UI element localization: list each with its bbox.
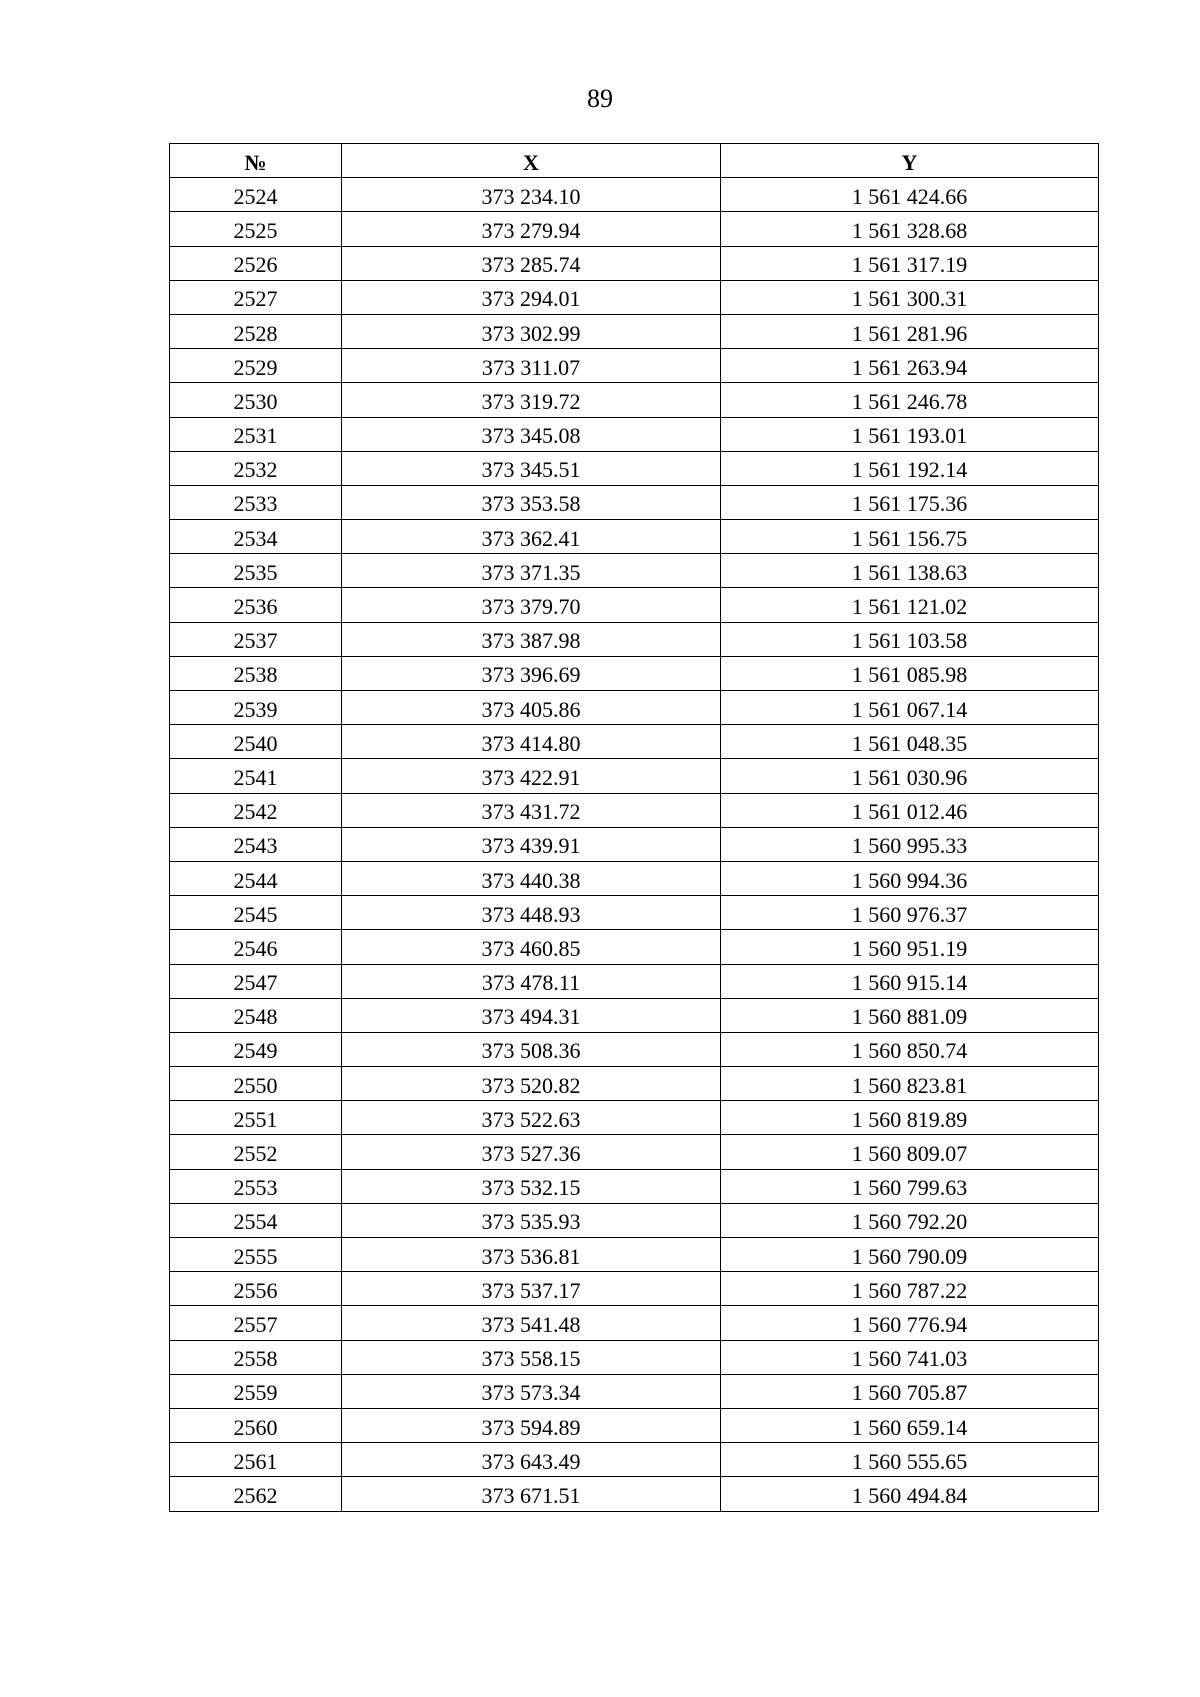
point-number-cell bbox=[170, 554, 342, 588]
table-row bbox=[170, 1408, 1099, 1442]
point-number-cell-value: 2553 bbox=[233, 1175, 278, 1201]
x-coordinate-cell-value: 373 387.98 bbox=[481, 628, 581, 654]
column-header-x bbox=[342, 144, 721, 178]
point-number-cell-value: 2544 bbox=[233, 867, 278, 893]
x-coordinate-cell-value: 373 536.81 bbox=[481, 1243, 581, 1269]
table-row bbox=[170, 964, 1099, 998]
table-row bbox=[170, 930, 1099, 964]
y-coordinate-cell bbox=[721, 417, 1099, 451]
y-coordinate-cell-value: 1 560 705.87 bbox=[851, 1380, 968, 1406]
point-number-cell-value: 2537 bbox=[233, 628, 278, 654]
y-coordinate-cell-value: 1 561 281.96 bbox=[851, 320, 968, 346]
x-coordinate-cell-value: 373 379.70 bbox=[481, 594, 581, 620]
point-number-cell-value: 2528 bbox=[233, 320, 278, 346]
y-coordinate-cell bbox=[721, 246, 1099, 280]
x-coordinate-cell bbox=[342, 964, 721, 998]
table-row bbox=[170, 1374, 1099, 1408]
y-coordinate-cell-value: 1 561 300.31 bbox=[851, 286, 968, 312]
column-header-number-label: № bbox=[244, 149, 267, 175]
table-row bbox=[170, 588, 1099, 622]
x-coordinate-cell-value: 373 508.36 bbox=[481, 1038, 581, 1064]
x-coordinate-cell-value: 373 448.93 bbox=[481, 901, 581, 927]
x-coordinate-cell-value: 373 311.07 bbox=[481, 354, 581, 380]
y-coordinate-cell-value: 1 561 156.75 bbox=[851, 525, 968, 551]
y-coordinate-cell-value: 1 561 328.68 bbox=[851, 217, 968, 243]
x-coordinate-cell-value: 373 535.93 bbox=[481, 1209, 581, 1235]
y-coordinate-cell bbox=[721, 1238, 1099, 1272]
point-number-cell bbox=[170, 212, 342, 246]
table-row bbox=[170, 349, 1099, 383]
table-row bbox=[170, 759, 1099, 793]
y-coordinate-cell-value: 1 561 192.14 bbox=[851, 457, 968, 483]
point-number-cell-value: 2559 bbox=[233, 1380, 278, 1406]
table-row bbox=[170, 1477, 1099, 1511]
point-number-cell-value: 2536 bbox=[233, 594, 278, 620]
x-coordinate-cell-value: 373 345.08 bbox=[481, 423, 581, 449]
point-number-cell bbox=[170, 964, 342, 998]
y-coordinate-cell-value: 1 560 787.22 bbox=[851, 1277, 968, 1303]
point-number-cell-value: 2562 bbox=[233, 1482, 278, 1508]
y-coordinate-cell bbox=[721, 964, 1099, 998]
point-number-cell-value: 2556 bbox=[233, 1277, 278, 1303]
y-coordinate-cell-value: 1 560 819.89 bbox=[851, 1106, 968, 1132]
table-row bbox=[170, 861, 1099, 895]
x-coordinate-cell bbox=[342, 1169, 721, 1203]
x-coordinate-cell-value: 373 302.99 bbox=[481, 320, 581, 346]
x-coordinate-cell bbox=[342, 861, 721, 895]
point-number-cell-value: 2533 bbox=[233, 491, 278, 517]
point-number-cell-value: 2542 bbox=[233, 799, 278, 825]
table-header bbox=[170, 144, 1099, 178]
point-number-cell bbox=[170, 417, 342, 451]
x-coordinate-cell bbox=[342, 998, 721, 1032]
point-number-cell bbox=[170, 1306, 342, 1340]
x-coordinate-cell-value: 373 362.41 bbox=[481, 525, 581, 551]
y-coordinate-cell-value: 1 561 012.46 bbox=[851, 799, 968, 825]
point-number-cell bbox=[170, 588, 342, 622]
point-number-cell bbox=[170, 1408, 342, 1442]
x-coordinate-cell bbox=[342, 1101, 721, 1135]
y-coordinate-cell bbox=[721, 1272, 1099, 1306]
x-coordinate-cell-value: 373 520.82 bbox=[481, 1072, 581, 1098]
column-header-x-label: X bbox=[523, 149, 539, 175]
x-coordinate-cell bbox=[342, 1238, 721, 1272]
y-coordinate-cell bbox=[721, 520, 1099, 554]
point-number-cell-value: 2540 bbox=[233, 730, 278, 756]
point-number-cell-value: 2535 bbox=[233, 559, 278, 585]
x-coordinate-cell-value: 373 671.51 bbox=[481, 1482, 581, 1508]
y-coordinate-cell bbox=[721, 588, 1099, 622]
table-row bbox=[170, 1135, 1099, 1169]
x-coordinate-cell-value: 373 279.94 bbox=[481, 217, 581, 243]
point-number-cell bbox=[170, 656, 342, 690]
y-coordinate-cell bbox=[721, 930, 1099, 964]
point-number-cell-value: 2555 bbox=[233, 1243, 278, 1269]
point-number-cell-value: 2541 bbox=[233, 764, 278, 790]
y-coordinate-cell bbox=[721, 622, 1099, 656]
y-coordinate-cell bbox=[721, 759, 1099, 793]
y-coordinate-cell-value: 1 560 792.20 bbox=[851, 1209, 968, 1235]
x-coordinate-cell bbox=[342, 349, 721, 383]
x-coordinate-cell bbox=[342, 246, 721, 280]
y-coordinate-cell-value: 1 560 809.07 bbox=[851, 1141, 968, 1167]
y-coordinate-cell bbox=[721, 178, 1099, 212]
point-number-cell-value: 2560 bbox=[233, 1414, 278, 1440]
table-row bbox=[170, 793, 1099, 827]
x-coordinate-cell bbox=[342, 827, 721, 861]
point-number-cell bbox=[170, 1169, 342, 1203]
table-row bbox=[170, 212, 1099, 246]
table-row bbox=[170, 451, 1099, 485]
x-coordinate-cell bbox=[342, 622, 721, 656]
y-coordinate-cell bbox=[721, 1203, 1099, 1237]
x-coordinate-cell bbox=[342, 520, 721, 554]
point-number-cell-value: 2561 bbox=[233, 1448, 278, 1474]
x-coordinate-cell-value: 373 353.58 bbox=[481, 491, 581, 517]
point-number-cell-value: 2532 bbox=[233, 457, 278, 483]
point-number-cell-value: 2529 bbox=[233, 354, 278, 380]
x-coordinate-cell-value: 373 422.91 bbox=[481, 764, 581, 790]
y-coordinate-cell-value: 1 561 067.14 bbox=[851, 696, 968, 722]
x-coordinate-cell-value: 373 643.49 bbox=[481, 1448, 581, 1474]
y-coordinate-cell-value: 1 560 881.09 bbox=[851, 1004, 968, 1030]
column-header-y bbox=[721, 144, 1099, 178]
y-coordinate-cell bbox=[721, 1101, 1099, 1135]
x-coordinate-cell bbox=[342, 451, 721, 485]
table-row bbox=[170, 691, 1099, 725]
point-number-cell bbox=[170, 383, 342, 417]
x-coordinate-cell-value: 373 396.69 bbox=[481, 662, 581, 688]
point-number-cell bbox=[170, 1272, 342, 1306]
point-number-cell-value: 2557 bbox=[233, 1311, 278, 1337]
point-number-cell bbox=[170, 520, 342, 554]
x-coordinate-cell bbox=[342, 1408, 721, 1442]
y-coordinate-cell bbox=[721, 793, 1099, 827]
point-number-cell bbox=[170, 1340, 342, 1374]
point-number-cell-value: 2558 bbox=[233, 1346, 278, 1372]
y-coordinate-cell-value: 1 561 263.94 bbox=[851, 354, 968, 380]
y-coordinate-cell-value: 1 561 317.19 bbox=[851, 252, 968, 278]
y-coordinate-cell bbox=[721, 1067, 1099, 1101]
table-row bbox=[170, 896, 1099, 930]
point-number-cell bbox=[170, 896, 342, 930]
y-coordinate-cell bbox=[721, 451, 1099, 485]
y-coordinate-cell bbox=[721, 349, 1099, 383]
x-coordinate-cell-value: 373 494.31 bbox=[481, 1004, 581, 1030]
x-coordinate-cell bbox=[342, 1067, 721, 1101]
header-row bbox=[170, 144, 1099, 178]
x-coordinate-cell-value: 373 541.48 bbox=[481, 1311, 581, 1337]
y-coordinate-cell-value: 1 561 030.96 bbox=[851, 764, 968, 790]
y-coordinate-cell-value: 1 561 121.02 bbox=[851, 594, 968, 620]
point-number-cell-value: 2539 bbox=[233, 696, 278, 722]
point-number-cell bbox=[170, 827, 342, 861]
point-number-cell-value: 2526 bbox=[233, 252, 278, 278]
y-coordinate-cell-value: 1 561 193.01 bbox=[851, 423, 968, 449]
point-number-cell-value: 2549 bbox=[233, 1038, 278, 1064]
x-coordinate-cell bbox=[342, 930, 721, 964]
point-number-cell-value: 2547 bbox=[233, 970, 278, 996]
x-coordinate-cell bbox=[342, 1135, 721, 1169]
y-coordinate-cell bbox=[721, 896, 1099, 930]
x-coordinate-cell bbox=[342, 554, 721, 588]
point-number-cell-value: 2543 bbox=[233, 833, 278, 859]
table-row bbox=[170, 622, 1099, 656]
x-coordinate-cell-value: 373 371.35 bbox=[481, 559, 581, 585]
x-coordinate-cell bbox=[342, 383, 721, 417]
table-row bbox=[170, 383, 1099, 417]
table-row bbox=[170, 280, 1099, 314]
point-number-cell bbox=[170, 349, 342, 383]
y-coordinate-cell-value: 1 560 790.09 bbox=[851, 1243, 968, 1269]
point-number-cell bbox=[170, 314, 342, 348]
x-coordinate-cell bbox=[342, 793, 721, 827]
y-coordinate-cell-value: 1 561 246.78 bbox=[851, 388, 968, 414]
point-number-cell-value: 2545 bbox=[233, 901, 278, 927]
point-number-cell-value: 2546 bbox=[233, 935, 278, 961]
table-body bbox=[170, 178, 1099, 1511]
x-coordinate-cell bbox=[342, 1340, 721, 1374]
x-coordinate-cell bbox=[342, 1272, 721, 1306]
table-row bbox=[170, 827, 1099, 861]
x-coordinate-cell-value: 373 285.74 bbox=[481, 252, 581, 278]
point-number-cell bbox=[170, 725, 342, 759]
y-coordinate-cell bbox=[721, 1340, 1099, 1374]
x-coordinate-cell bbox=[342, 178, 721, 212]
x-coordinate-cell-value: 373 414.80 bbox=[481, 730, 581, 756]
table-row bbox=[170, 1272, 1099, 1306]
y-coordinate-cell-value: 1 561 085.98 bbox=[851, 662, 968, 688]
table-row bbox=[170, 314, 1099, 348]
point-number-cell-value: 2527 bbox=[233, 286, 278, 312]
y-coordinate-cell bbox=[721, 485, 1099, 519]
x-coordinate-cell-value: 373 594.89 bbox=[481, 1414, 581, 1440]
y-coordinate-cell bbox=[721, 383, 1099, 417]
y-coordinate-cell-value: 1 560 850.74 bbox=[851, 1038, 968, 1064]
y-coordinate-cell-value: 1 560 555.65 bbox=[851, 1448, 968, 1474]
table-row bbox=[170, 1032, 1099, 1066]
x-coordinate-cell bbox=[342, 691, 721, 725]
point-number-cell-value: 2530 bbox=[233, 388, 278, 414]
table-row bbox=[170, 246, 1099, 280]
x-coordinate-cell-value: 373 440.38 bbox=[481, 867, 581, 893]
point-number-cell-value: 2550 bbox=[233, 1072, 278, 1098]
y-coordinate-cell-value: 1 560 494.84 bbox=[851, 1482, 968, 1508]
point-number-cell bbox=[170, 622, 342, 656]
point-number-cell-value: 2525 bbox=[233, 217, 278, 243]
x-coordinate-cell-value: 373 558.15 bbox=[481, 1346, 581, 1372]
y-coordinate-cell bbox=[721, 212, 1099, 246]
y-coordinate-cell-value: 1 561 048.35 bbox=[851, 730, 968, 756]
point-number-cell bbox=[170, 1477, 342, 1511]
point-number-cell bbox=[170, 280, 342, 314]
y-coordinate-cell-value: 1 560 915.14 bbox=[851, 970, 968, 996]
x-coordinate-cell bbox=[342, 280, 721, 314]
point-number-cell bbox=[170, 246, 342, 280]
point-number-cell-value: 2548 bbox=[233, 1004, 278, 1030]
table-row bbox=[170, 998, 1099, 1032]
x-coordinate-cell-value: 373 431.72 bbox=[481, 799, 581, 825]
point-number-cell bbox=[170, 1032, 342, 1066]
table-row bbox=[170, 1101, 1099, 1135]
x-coordinate-cell bbox=[342, 485, 721, 519]
x-coordinate-cell bbox=[342, 1306, 721, 1340]
x-coordinate-cell-value: 373 294.01 bbox=[481, 286, 581, 312]
x-coordinate-cell-value: 373 234.10 bbox=[481, 183, 581, 209]
y-coordinate-cell bbox=[721, 554, 1099, 588]
table-row bbox=[170, 485, 1099, 519]
x-coordinate-cell-value: 373 527.36 bbox=[481, 1141, 581, 1167]
x-coordinate-cell bbox=[342, 1443, 721, 1477]
point-number-cell bbox=[170, 451, 342, 485]
table-row bbox=[170, 1203, 1099, 1237]
x-coordinate-cell bbox=[342, 725, 721, 759]
y-coordinate-cell bbox=[721, 827, 1099, 861]
y-coordinate-cell-value: 1 560 799.63 bbox=[851, 1175, 968, 1201]
x-coordinate-cell-value: 373 537.17 bbox=[481, 1277, 581, 1303]
x-coordinate-cell-value: 373 522.63 bbox=[481, 1106, 581, 1132]
y-coordinate-cell bbox=[721, 1443, 1099, 1477]
x-coordinate-cell-value: 373 532.15 bbox=[481, 1175, 581, 1201]
point-number-cell bbox=[170, 1135, 342, 1169]
table-row bbox=[170, 656, 1099, 690]
y-coordinate-cell-value: 1 560 976.37 bbox=[851, 901, 968, 927]
x-coordinate-cell bbox=[342, 656, 721, 690]
table-row bbox=[170, 417, 1099, 451]
y-coordinate-cell-value: 1 560 994.36 bbox=[851, 867, 968, 893]
x-coordinate-cell bbox=[342, 759, 721, 793]
y-coordinate-cell bbox=[721, 1477, 1099, 1511]
point-number-cell bbox=[170, 178, 342, 212]
point-number-cell bbox=[170, 691, 342, 725]
column-header-y-label: Y bbox=[901, 149, 918, 175]
table-row bbox=[170, 1238, 1099, 1272]
point-number-cell bbox=[170, 1443, 342, 1477]
x-coordinate-cell-value: 373 345.51 bbox=[481, 457, 581, 483]
point-number-cell bbox=[170, 861, 342, 895]
y-coordinate-cell bbox=[721, 280, 1099, 314]
y-coordinate-cell bbox=[721, 1169, 1099, 1203]
point-number-cell bbox=[170, 485, 342, 519]
point-number-cell bbox=[170, 1101, 342, 1135]
x-coordinate-cell bbox=[342, 1477, 721, 1511]
y-coordinate-cell-value: 1 561 175.36 bbox=[851, 491, 968, 517]
point-number-cell-value: 2552 bbox=[233, 1141, 278, 1167]
x-coordinate-cell-value: 373 573.34 bbox=[481, 1380, 581, 1406]
x-coordinate-cell bbox=[342, 1374, 721, 1408]
x-coordinate-cell bbox=[342, 1203, 721, 1237]
x-coordinate-cell bbox=[342, 314, 721, 348]
table-row bbox=[170, 725, 1099, 759]
x-coordinate-cell bbox=[342, 1032, 721, 1066]
y-coordinate-cell-value: 1 560 823.81 bbox=[851, 1072, 968, 1098]
x-coordinate-cell-value: 373 319.72 bbox=[481, 388, 581, 414]
point-number-cell bbox=[170, 1203, 342, 1237]
table-row bbox=[170, 1443, 1099, 1477]
y-coordinate-cell-value: 1 561 138.63 bbox=[851, 559, 968, 585]
y-coordinate-cell-value: 1 560 659.14 bbox=[851, 1414, 968, 1440]
y-coordinate-cell bbox=[721, 1135, 1099, 1169]
x-coordinate-cell bbox=[342, 212, 721, 246]
point-number-cell-value: 2534 bbox=[233, 525, 278, 551]
x-coordinate-cell-value: 373 460.85 bbox=[481, 935, 581, 961]
table-row bbox=[170, 1169, 1099, 1203]
point-number-cell-value: 2524 bbox=[233, 183, 278, 209]
y-coordinate-cell-value: 1 561 424.66 bbox=[851, 183, 968, 209]
x-coordinate-cell-value: 373 439.91 bbox=[481, 833, 581, 859]
coordinates-table bbox=[169, 143, 1099, 1512]
y-coordinate-cell bbox=[721, 1032, 1099, 1066]
y-coordinate-cell-value: 1 560 951.19 bbox=[851, 935, 968, 961]
table-row bbox=[170, 1306, 1099, 1340]
y-coordinate-cell bbox=[721, 998, 1099, 1032]
y-coordinate-cell bbox=[721, 691, 1099, 725]
table-row bbox=[170, 1067, 1099, 1101]
x-coordinate-cell bbox=[342, 417, 721, 451]
point-number-cell bbox=[170, 1238, 342, 1272]
x-coordinate-cell-value: 373 405.86 bbox=[481, 696, 581, 722]
table-row bbox=[170, 520, 1099, 554]
y-coordinate-cell bbox=[721, 1306, 1099, 1340]
page-number: 89 bbox=[587, 84, 613, 113]
x-coordinate-cell bbox=[342, 896, 721, 930]
y-coordinate-cell-value: 1 560 995.33 bbox=[851, 833, 968, 859]
point-number-cell bbox=[170, 759, 342, 793]
point-number-cell bbox=[170, 1067, 342, 1101]
y-coordinate-cell-value: 1 561 103.58 bbox=[851, 628, 968, 654]
point-number-cell bbox=[170, 998, 342, 1032]
point-number-cell bbox=[170, 1374, 342, 1408]
point-number-cell-value: 2551 bbox=[233, 1106, 278, 1132]
table-row bbox=[170, 554, 1099, 588]
point-number-cell-value: 2538 bbox=[233, 662, 278, 688]
x-coordinate-cell-value: 373 478.11 bbox=[481, 970, 581, 996]
x-coordinate-cell bbox=[342, 588, 721, 622]
y-coordinate-cell bbox=[721, 1408, 1099, 1442]
y-coordinate-cell bbox=[721, 1374, 1099, 1408]
point-number-cell bbox=[170, 930, 342, 964]
y-coordinate-cell bbox=[721, 725, 1099, 759]
y-coordinate-cell-value: 1 560 741.03 bbox=[851, 1346, 968, 1372]
table-row bbox=[170, 1340, 1099, 1374]
y-coordinate-cell bbox=[721, 861, 1099, 895]
point-number-cell-value: 2531 bbox=[233, 423, 278, 449]
y-coordinate-cell-value: 1 560 776.94 bbox=[851, 1311, 968, 1337]
point-number-cell-value: 2554 bbox=[233, 1209, 278, 1235]
point-number-cell bbox=[170, 793, 342, 827]
y-coordinate-cell bbox=[721, 314, 1099, 348]
y-coordinate-cell bbox=[721, 656, 1099, 690]
column-header-number bbox=[170, 144, 342, 178]
table-row bbox=[170, 178, 1099, 212]
